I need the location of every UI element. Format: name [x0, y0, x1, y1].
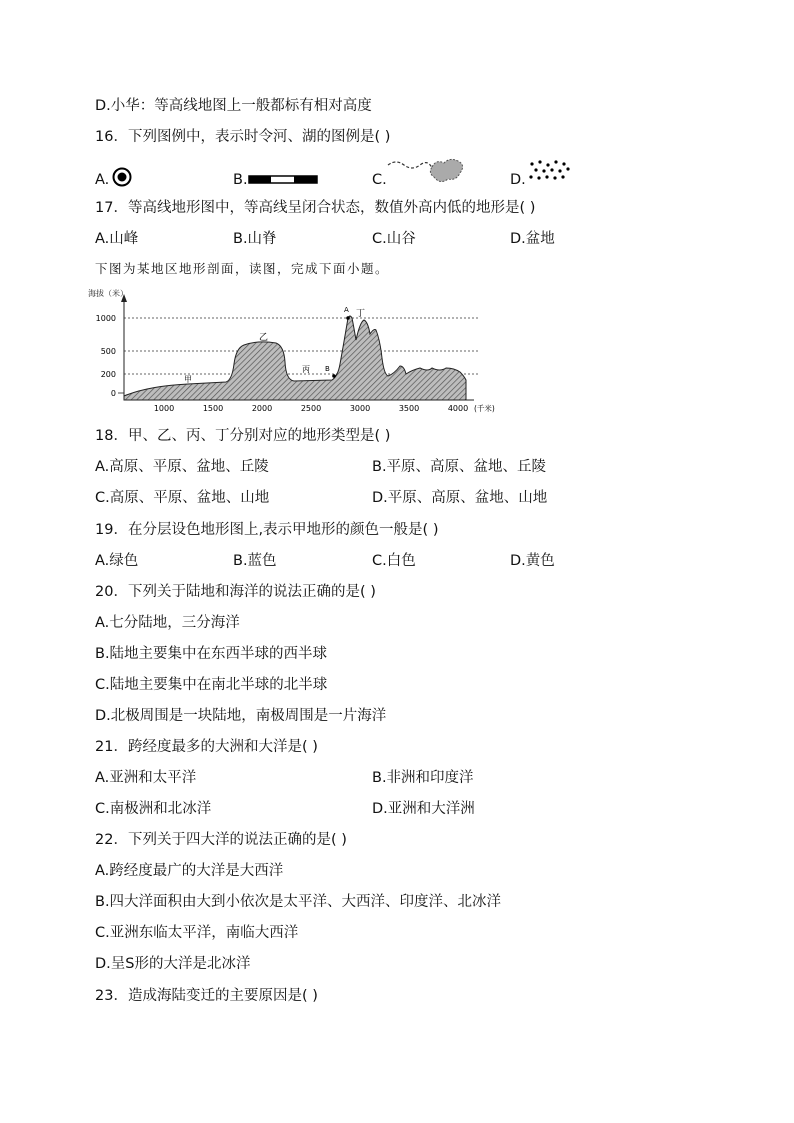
point-a	[346, 316, 350, 320]
q16-option-d: D.	[510, 172, 526, 188]
q19-question: 19．在分层设色地形图上,表示甲地形的颜色一般是( )	[95, 522, 439, 538]
label-ding: 丁	[356, 309, 366, 319]
q16-question: 16．下列图例中，表示时令河、湖的图例是( )	[95, 129, 391, 145]
q21-option-a: A.亚洲和太平洋	[95, 770, 197, 786]
terrain-profile-figure	[88, 284, 508, 416]
q17-question: 17．等高线地形图中，等高线呈闭合状态，数值外高内低的地形是( )	[95, 200, 536, 216]
y-tick-500: 500	[100, 347, 116, 356]
x-tick-3000: 3000	[349, 404, 371, 413]
q17-option-c: C.山谷	[372, 231, 416, 247]
q22-option-c: C.亚洲东临太平洋，南临大西洋	[95, 925, 299, 941]
q17-option-b: B.山脊	[233, 231, 277, 247]
q19-option-a: A.绿色	[95, 553, 139, 569]
label-jia: 甲	[184, 375, 192, 384]
q22-question: 22．下列关于四大洋的说法正确的是( )	[95, 832, 347, 848]
q19-option-d: D.黄色	[510, 553, 555, 569]
q18-option-d: D.平原、高原、盆地、山地	[372, 490, 548, 506]
q18-option-b: B.平原、高原、盆地、丘陵	[372, 459, 547, 475]
q16-option-a: A.	[95, 172, 110, 188]
q21-option-d: D.亚洲和大洋洲	[372, 801, 475, 817]
q20-option-d: D.北极周围是一块陆地，南极周围是一片海洋	[95, 708, 387, 724]
q22-option-a: A.跨经度最广的大洋是大西洋	[95, 863, 284, 879]
q16-option-b: B.	[233, 172, 248, 188]
q21-option-b: B.非洲和印度洋	[372, 770, 474, 786]
y-tick-0: 0	[110, 389, 116, 398]
x-tick-2500: 2500	[300, 404, 322, 413]
q15-option-d: D.小华：等高线地图上一般都标有相对高度	[95, 98, 372, 114]
q23-question: 23．造成海陆变迁的主要原因是( )	[95, 988, 318, 1004]
q21-option-c: C.南极洲和北冰洋	[95, 801, 212, 817]
x-tick-1000: 1000	[153, 404, 175, 413]
figure-intro: 下图为某地区地形剖面，读图，完成下面小题。	[95, 261, 390, 276]
q20-option-a: A.七分陆地，三分海洋	[95, 615, 240, 631]
railway-line-icon	[248, 174, 320, 186]
q21-question: 21．跨经度最多的大洲和大洋是( )	[95, 739, 318, 755]
bullseye-icon	[111, 166, 133, 188]
q16-option-c: C.	[372, 172, 387, 188]
x-tick-2000: 2000	[251, 404, 273, 413]
x-tick-1500: 1500	[202, 404, 224, 413]
label-a: A	[344, 306, 349, 314]
dotted-area-icon	[526, 158, 572, 184]
q19-option-c: C.白色	[372, 553, 416, 569]
dashed-river-lake-icon	[386, 155, 468, 187]
terrain-profile	[124, 316, 466, 400]
q20-option-b: B.陆地主要集中在东西半球的西半球	[95, 646, 328, 662]
y-tick-1000: 1000	[95, 314, 116, 323]
q17-option-d: D.盆地	[510, 231, 555, 247]
q22-option-b: B.四大洋面积由大到小依次是太平洋、大西洋、印度洋、北冰洋	[95, 894, 502, 910]
point-b	[332, 374, 336, 378]
q18-question: 18．甲、乙、丙、丁分别对应的地形类型是( )	[95, 428, 391, 444]
q18-option-a: A.高原、平原、盆地、丘陵	[95, 459, 269, 475]
q20-question: 20．下列关于陆地和海洋的说法正确的是( )	[95, 584, 376, 600]
x-axis-unit: (千米)	[474, 404, 495, 413]
q18-option-c: C.高原、平原、盆地、山地	[95, 490, 270, 506]
q19-option-b: B.蓝色	[233, 553, 277, 569]
label-bing: 丙	[302, 365, 310, 374]
label-yi: 乙	[259, 333, 269, 343]
x-tick-4000: 4000	[447, 404, 469, 413]
q17-option-a: A.山峰	[95, 231, 139, 247]
y-axis-label: 海拔（米）	[88, 289, 128, 298]
x-tick-3500: 3500	[398, 404, 420, 413]
q20-option-c: C.陆地主要集中在南北半球的北半球	[95, 677, 328, 693]
label-b: B	[325, 365, 330, 373]
q22-option-d: D.呈S形的大洋是北冰洋	[95, 956, 251, 972]
y-tick-200: 200	[100, 370, 116, 379]
